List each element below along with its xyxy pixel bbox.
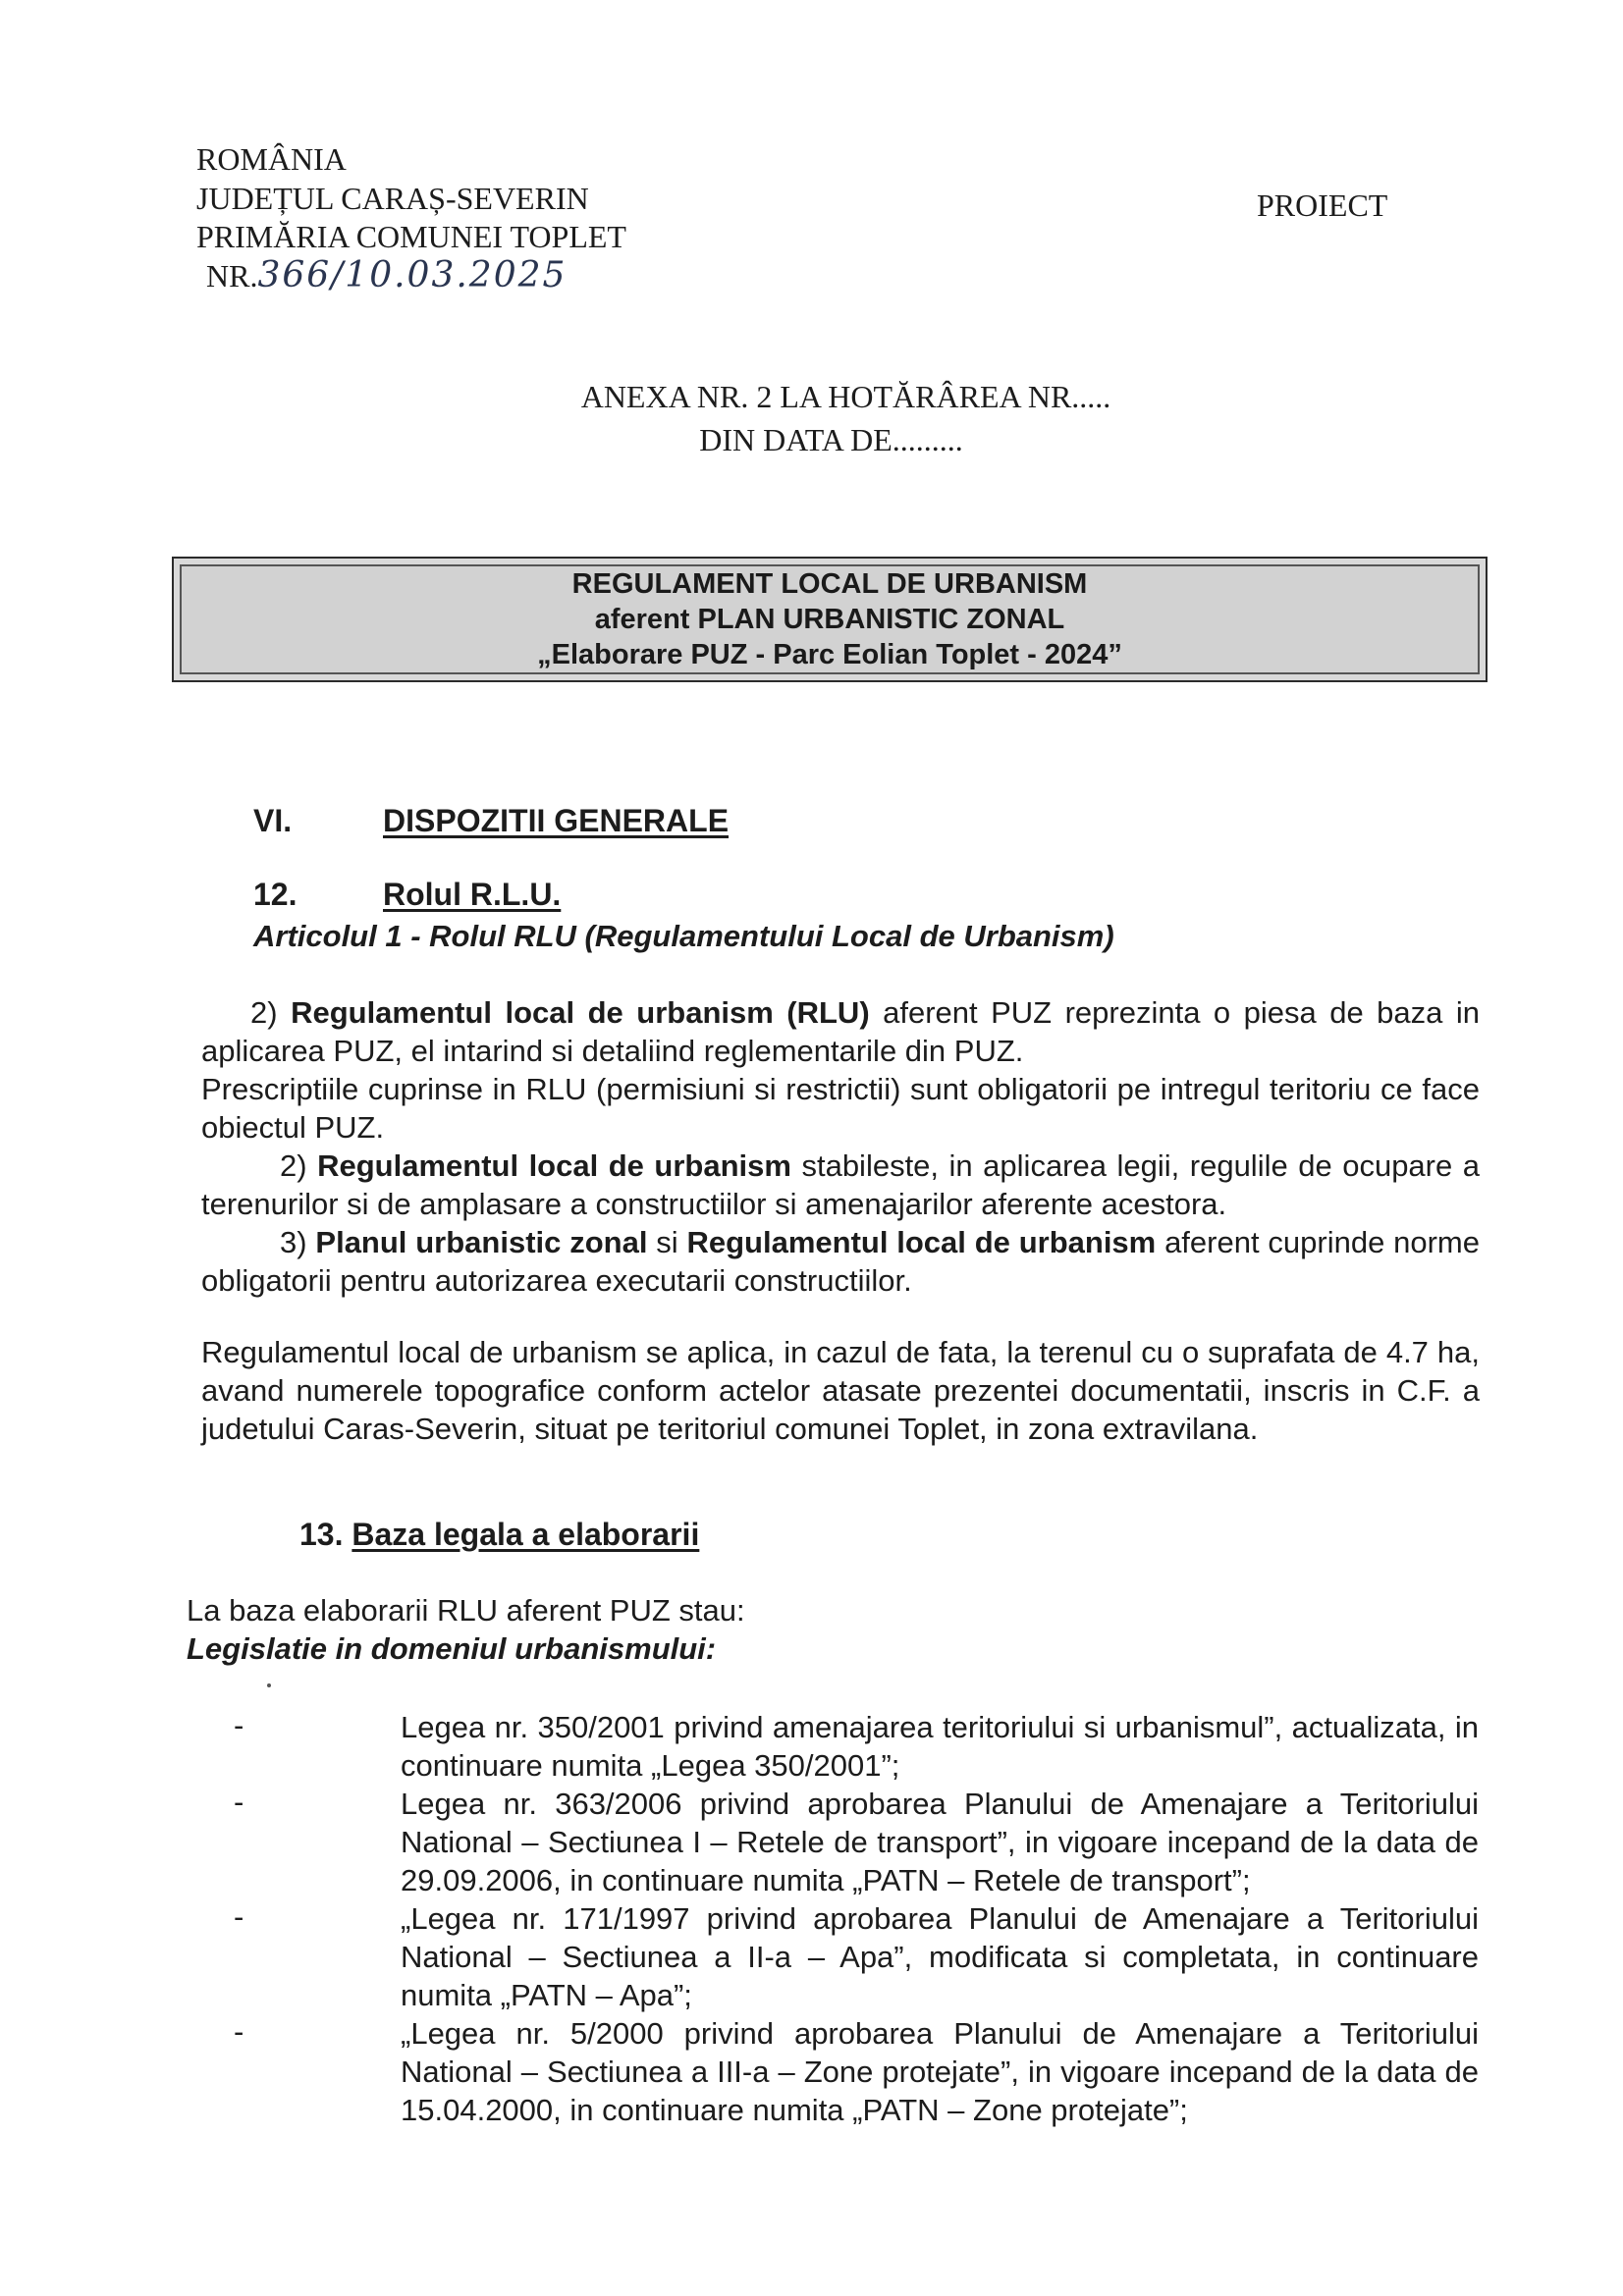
title-line-2: aferent PLAN URBANISTIC ZONAL — [594, 604, 1065, 635]
scan-speck — [267, 1683, 271, 1687]
legislation-item-3: „Legea nr. 171/1997 privind aprobarea Planului de Amenajare a Teritoriului National – Sectiunea a II-a – Apa”, modificata si completata, in continuare numita „PATN – Apa”; — [401, 1901, 1479, 2012]
project-status: PROIECT — [1257, 187, 1388, 223]
section-13-title: Baza legala a elaborarii — [352, 1517, 700, 1552]
list-bullet: - — [234, 1708, 244, 1742]
paragraph-1 — [201, 993, 1480, 1070]
paragraph-2-number: 2) — [280, 1148, 307, 1183]
legislation-item-4: „Legea nr. 5/2000 privind aprobarea Planului de Amenajare a Teritoriului National – Sectiunea a III-a – Zone protejate”, in vigoare incepand de la data de 15.04.2000, in continuare numita „PATN – Zone protejate”; — [401, 2016, 1479, 2127]
section-12-title: Rolul R.L.U. — [383, 877, 562, 912]
registration-number-label: NR. — [206, 258, 258, 294]
document-title-inner — [180, 564, 1480, 674]
title-line-3: „Elaborare PUZ - Parc Eolian Toplet - 2024” — [537, 639, 1122, 670]
paragraph-1-text: aferent PUZ reprezinta o piesa de baza in aplicarea PUZ, el intarind si detaliind reglementarile din PUZ. — [201, 995, 1480, 1068]
section-13-heading — [299, 1517, 699, 1553]
paragraph-2 — [201, 1147, 1480, 1223]
section-vi-title: DISPOZITII GENERALE — [383, 803, 730, 838]
paragraph-3-number: 3) — [280, 1225, 307, 1259]
section-vi-number: VI. — [253, 803, 293, 838]
paragraph-1-number: 2) — [250, 995, 278, 1030]
legislation-subheading: Legislatie in domeniul urbanismului: — [187, 1631, 717, 1666]
paragraph-3-bold-1: Planul urbanistic zonal — [315, 1225, 648, 1259]
section-12-number: 12. — [253, 877, 298, 912]
paragraph-2-text: stabileste, in aplicarea legii, regulile de ocupare a terenurilor si de amplasare a constructiilor si amenajarilor aferente acestora. — [201, 1148, 1480, 1221]
document-title-box — [172, 557, 1488, 682]
section-13-number: 13. — [299, 1517, 344, 1552]
paragraph-3 — [201, 1223, 1480, 1300]
annex-line-1: ANEXA NR. 2 LA HOTĂRÂREA NR..... — [580, 379, 1111, 414]
article-1-title: Articolul 1 - Rolul RLU (Regulamentului Local de Urbanism) — [253, 919, 1114, 953]
paragraph-2-bold: Regulamentul local de urbanism — [317, 1148, 791, 1183]
paragraph-3-text: aferent cuprinde norme obligatorii pentru autorizarea executarii constructiilor. — [201, 1225, 1481, 1298]
paragraph-1b: Prescriptiile cuprinse in RLU (permisiuni si restrictii) sunt obligatorii pe intregul teritoriu ce face obiectul PUZ. — [201, 1072, 1480, 1145]
list-bullet: - — [234, 2014, 244, 2049]
registration-number-handwritten: 366/10.03.2025 — [257, 255, 568, 295]
annex-line-2: DIN DATA DE......... — [699, 422, 963, 457]
header-institution: PRIMĂRIA COMUNEI TOPLET — [196, 219, 626, 254]
section-13-intro: La baza elaborarii RLU aferent PUZ stau: — [187, 1593, 745, 1628]
annex-heading — [0, 375, 1623, 461]
paragraph-4: Regulamentul local de urbanism se aplica, in cazul de fata, la terenul cu o suprafata de 4.7 ha, avand numerele topografice conform actelor atasate prezentei documentatii, inscris in C.F. a judetului Caras-Severin, situat pe teritoriul comunei Toplet, in zona extravilana. — [201, 1335, 1480, 1446]
legislation-item-1: Legea nr. 350/2001 privind amenajarea teritoriului si urbanismul”, actualizata, in continuare numita „Legea 350/2001”; — [401, 1710, 1479, 1783]
header-country: ROMÂNIA — [196, 141, 347, 177]
list-bullet: - — [234, 1899, 244, 1934]
title-line-1: REGULAMENT LOCAL DE URBANISM — [571, 568, 1088, 600]
paragraph-1-bold: Regulamentul local de urbanism (RLU) — [291, 995, 870, 1030]
rlu-role-paragraphs — [201, 993, 1480, 1300]
paragraph-3-bold-2: Regulamentul local de urbanism — [686, 1225, 1157, 1259]
header-county: JUDEȚUL CARAȘ-SEVERIN — [196, 181, 589, 216]
list-bullet: - — [234, 1785, 244, 1819]
paragraph-3-mid: si — [647, 1225, 687, 1259]
legislation-item-2: Legea nr. 363/2006 privind aprobarea Planului de Amenajare a Teritoriului National – Sectiunea I – Retele de transport”, in vigoare incepand de la data de 29.09.2006, in continuare numita „PATN – Retele de transport”; — [401, 1787, 1479, 1897]
registration-number — [206, 257, 567, 294]
